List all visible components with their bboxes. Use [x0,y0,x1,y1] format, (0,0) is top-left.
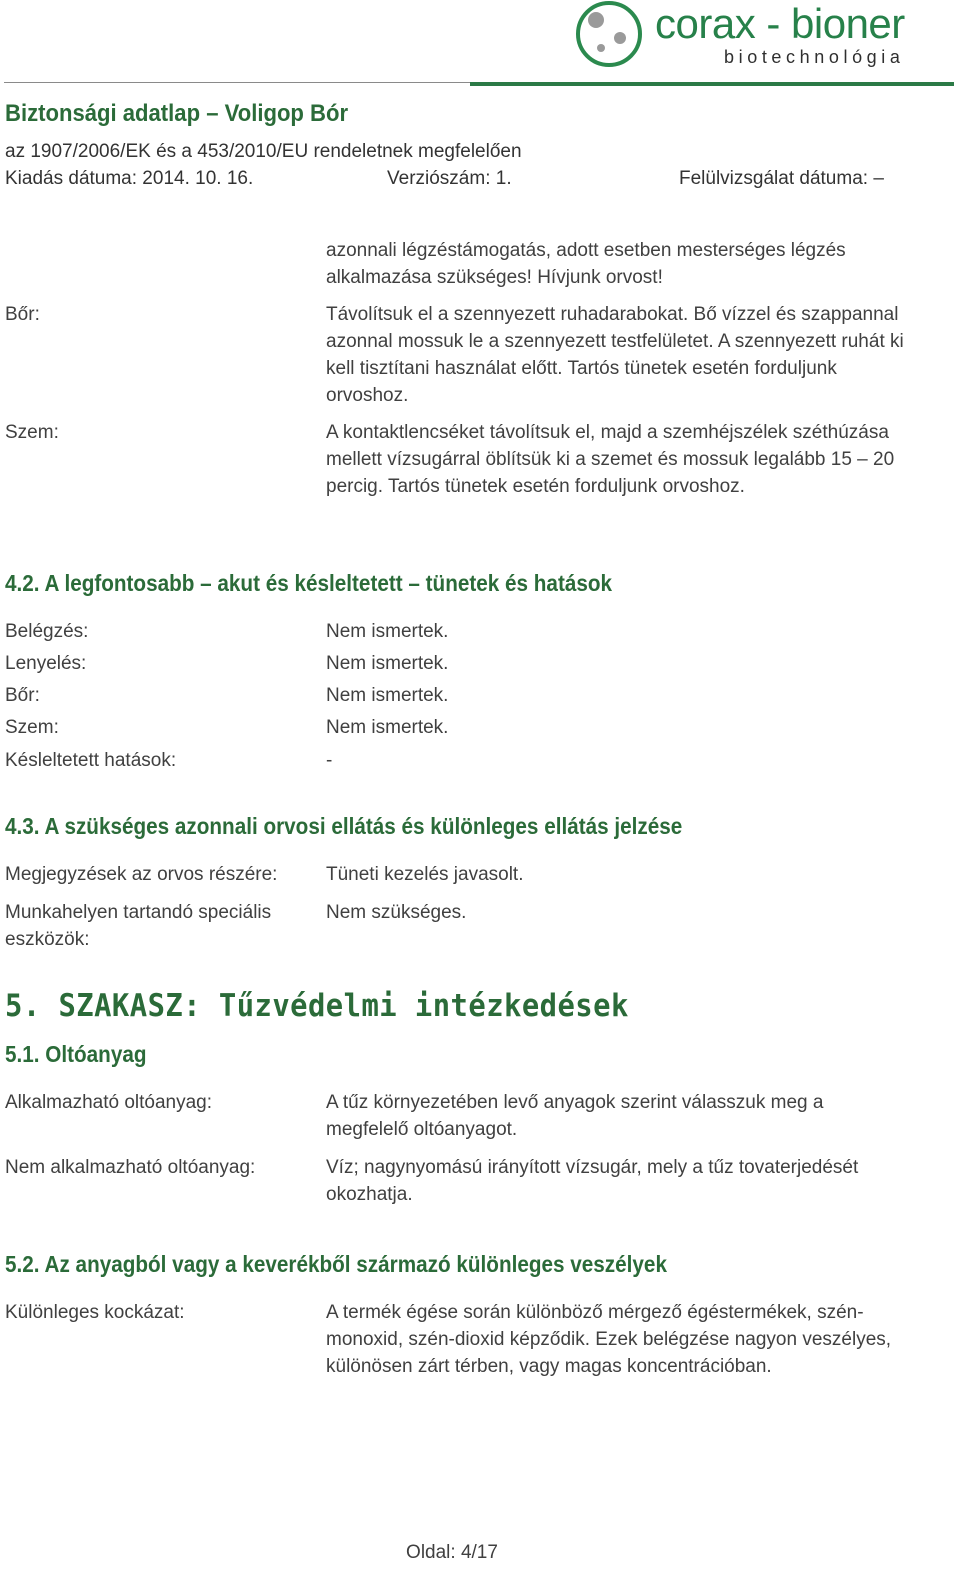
symptom-value: Nem ismertek. [326,685,449,706]
unsuitable-extinguisher-value: Víz; nagynyomású irányított vízsugár, mely a tűz tovaterjedését okozhatja. [326,1157,859,1205]
symptom-label: Lenyelés: [5,653,87,674]
skin-text: Távolítsuk el a szennyezett ruhadarabokat. Bő vízzel és szappannal azonnal mossuk le a szennyezett testfelületet. A szennyezett ruhát ki kell tisztítani használat előtt. Tartós tünetek esetén forduljunk orvoshoz. [326,304,904,406]
symptom-value: Nem ismertek. [326,717,449,738]
symptom-value: Nem ismertek. [326,621,449,642]
logo-wordmark: corax - bioner [655,0,905,47]
issue-date: Kiadás dátuma: 2014. 10. 16. [5,168,254,189]
revision-date: Felülvizsgálat dátuma: – [679,168,884,189]
header-accent-bar [470,82,954,86]
symptom-value: Nem ismertek. [326,653,449,674]
page-number: Oldal: 4/17 [406,1542,498,1563]
regulation-text: az 1907/2006/EK és a 453/2010/EU rendeletnek megfelelően [5,141,522,162]
logo-subtitle: biotechnológia [724,47,905,67]
document-title: Biztonsági adatlap – Voligop Bór [5,100,349,127]
section-4-3-heading: 4.3. A szükséges azonnali orvosi ellátás és különleges ellátás jelzése [5,813,683,839]
skin-label: Bőr: [5,304,40,325]
suitable-extinguisher-value: A tűz környezetében levő anyagok szerint válasszuk meg a megfelelő oltóanyagot. [326,1092,824,1140]
section-4-2-heading: 4.2. A legfontosabb – akut és késleltetett – tünetek és hatások [5,570,613,596]
symptom-label: Szem: [5,717,59,738]
section-5-heading: 5. SZAKASZ: Tűzvédelmi intézkedések [5,988,629,1024]
special-risk-label: Különleges kockázat: [5,1302,185,1323]
symptom-value: - [326,750,333,771]
unsuitable-extinguisher-label: Nem alkalmazható oltóanyag: [5,1157,256,1178]
eye-label: Szem: [5,422,59,443]
doctor-notes-value: Tüneti kezelés javasolt. [326,864,524,885]
section-5-1-heading: 5.1. Oltóanyag [5,1041,147,1067]
version-number: Verziószám: 1. [387,168,512,189]
special-equipment-label: Munkahelyen tartandó speciális eszközök: [5,902,272,950]
suitable-extinguisher-label: Alkalmazható oltóanyag: [5,1092,213,1113]
inhalation-continued-text: azonnali légzéstámogatás, adott esetben mesterséges légzés alkalmazása szükséges! Hívjunk orvost! [326,240,846,288]
symptom-label: Belégzés: [5,621,89,642]
special-equipment-value: Nem szükséges. [326,902,467,923]
section-5-2-heading: 5.2. Az anyagból vagy a keverékből származó különleges veszélyek [5,1251,667,1277]
eye-text: A kontaktlencséket távolítsuk el, majd a szemhéjszélek széthúzása mellett vízsugárral öblítsük ki a szemet és mossuk legalább 15 – 20 percig. Tartós tünetek esetén forduljunk orvoshoz. [326,422,895,497]
symptom-label: Bőr: [5,685,40,706]
special-risk-value: A termék égése során különböző mérgező égéstermékek, szén-monoxid, szén-dioxid képződik. Ezek belégzése nagyon veszélyes, különösen zárt térben, vagy magas koncentrációban. [326,1302,892,1377]
doctor-notes-label: Megjegyzések az orvos részére: [5,864,278,885]
symptom-label: Késleltetett hatások: [5,750,177,771]
